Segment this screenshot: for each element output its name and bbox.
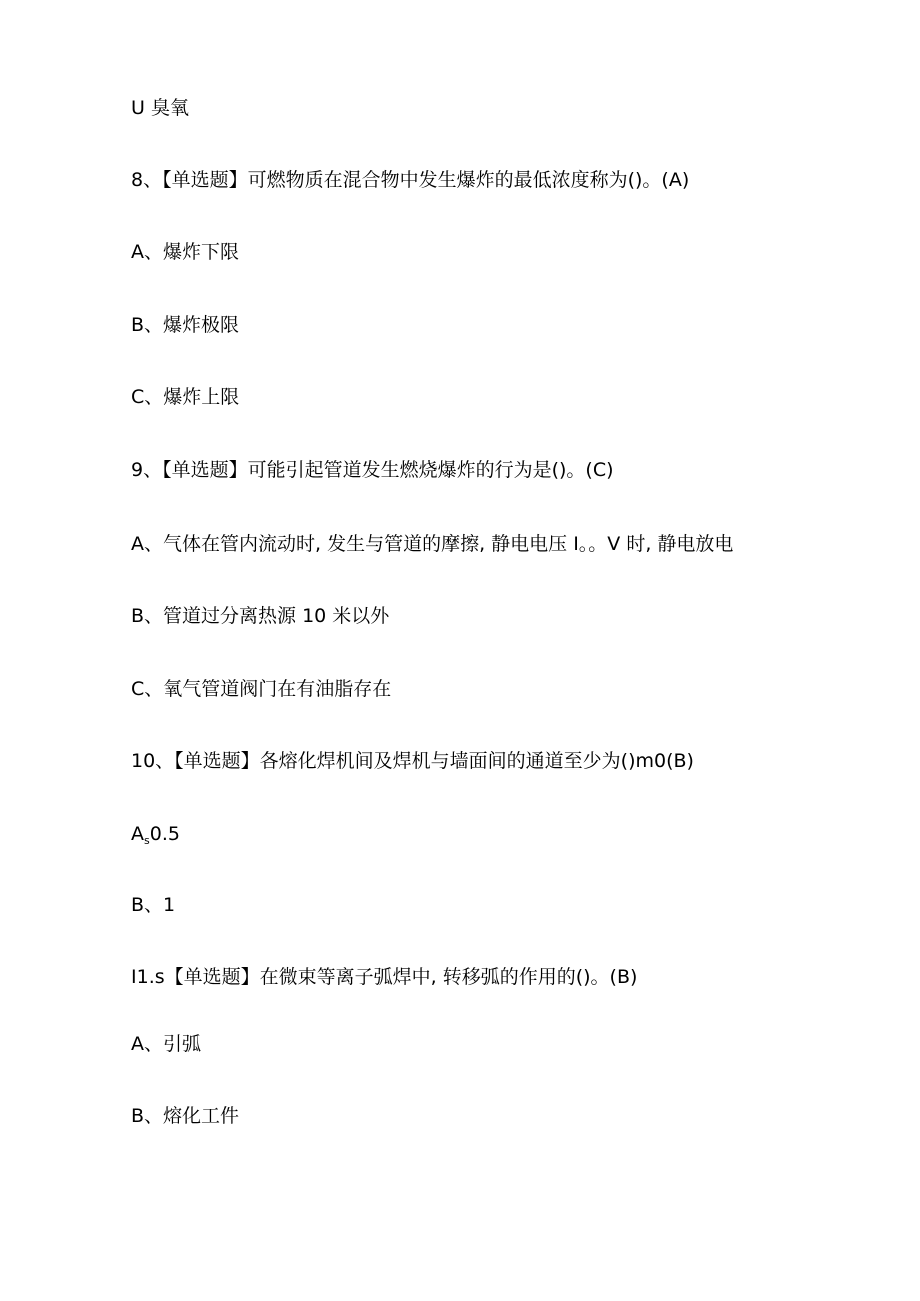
question-8: 8、【单选题】可燃物质在混合物中发生爆炸的最低浓度称为()。(A) (131, 169, 690, 191)
question-11: I1.s【单选题】在微束等离子弧焊中, 转移弧的作用的()。(B) (131, 966, 638, 988)
q9-option-c: C、氧气管道阀门在有油脂存在 (131, 678, 392, 700)
q9-option-a: A、气体在管内流动时, 发生与管道的摩擦, 静电电压 I。。V 时, 静电放电 (131, 533, 734, 555)
q10-option-a-value: 0.5 (149, 823, 180, 845)
q8-option-b: B、爆炸极限 (131, 314, 240, 336)
q8-option-c: C、爆炸上限 (131, 386, 240, 408)
option-u-ozone: U 臭氧 (131, 97, 189, 119)
question-9: 9、【单选题】可能引起管道发生燃烧爆炸的行为是()。(C) (131, 459, 614, 481)
q11-option-a: A、引弧 (131, 1033, 201, 1055)
q9-option-b: B、管道过分离热源 10 米以外 (131, 605, 390, 627)
q10-option-a-letter: A (131, 823, 144, 845)
q10-option-a (131, 822, 180, 853)
q8-option-a: A、爆炸下限 (131, 241, 239, 263)
question-10: 10、【单选题】各熔化焊机间及焊机与墙面间的通道至少为()m0(B) (131, 750, 694, 772)
q10-option-a-subscript: s (144, 834, 150, 847)
q10-option-b: B、1 (131, 894, 176, 916)
q11-option-b: B、熔化工件 (131, 1105, 240, 1127)
